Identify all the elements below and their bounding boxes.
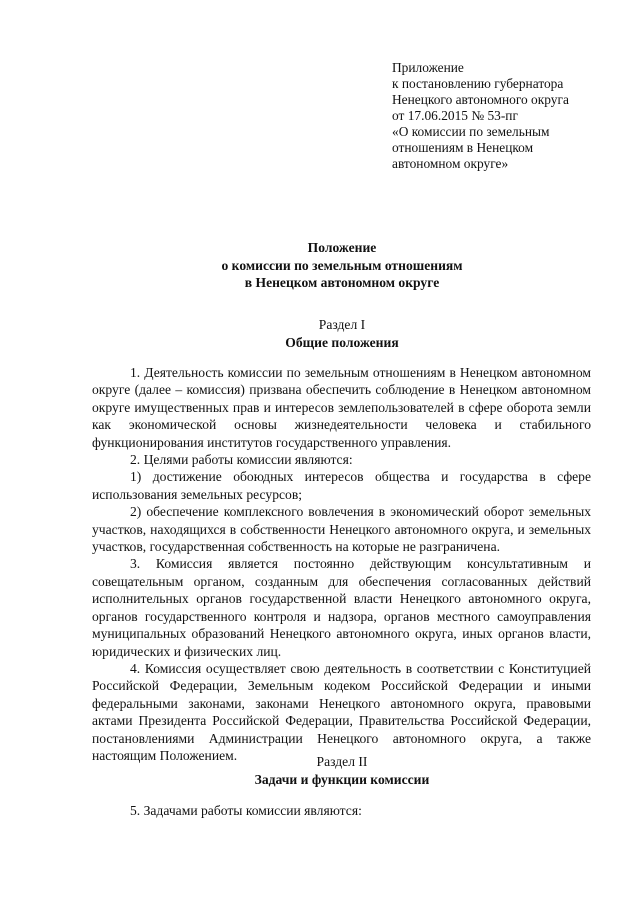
appendix-line: «О комиссии по земельным [392,124,550,139]
paragraph: 2. Целями работы комиссии являются: [130,452,353,468]
section-label: Раздел I [318,317,366,332]
title-line: о комиссии по земельным отношениям [221,257,463,273]
paragraph: 1) достижение обоюдных интересов общества и государства в сфере использования земельных ресурсов; [92,469,591,502]
paragraph: 4. Комиссия осуществляет свою деятельность в соответствии с Конституцией Российской Федерации, Земельным кодеком Российской Федерации и иными федеральными законами, законами Ненецкого автономного округа, правовыми актами Президента Российской Федерации, Правительства Российской Федерации, постановлениями Администрации Ненецкого автономного округа, а также настоящим Положением. [92,660,591,763]
paragraph: 5. Задачами работы комиссии являются: [130,803,362,818]
paragraph: 3. Комиссия является постоянно действующим консультативным и совещательным органом, созданным для обеспечения согласованных действий исполнительных органов государственной власти Ненецкого автономного округа, органов государственного контроля и надзора, органов местного самоуправления муниципальных образований Ненецкого автономного округа, иных органов власти, юридических и физических лиц. [92,556,591,659]
paragraph: 1. Деятельность комиссии по земельным отношениям в Ненецком автономном округе (далее – комиссия) призвана обеспечить соблюдение в Ненецком автономном округе имущественных прав и интересов землепользователей в сфере оборота земли как экономической основы жизнедеятельности человека и стабильного функционирования институтов государственного управления. [92,365,591,450]
appendix-line: Ненецкого автономного округа [392,92,569,107]
title-line: Положение [307,240,377,255]
title-line: в Ненецком автономном округе [244,275,440,290]
section-heading: Общие положения [285,334,399,350]
appendix-line: отношениям в Ненецком [392,140,534,155]
section-2-body [92,802,591,819]
appendix-line: Приложение [392,60,464,75]
section-heading: Задачи и функции комиссии [254,771,430,787]
section-1-header [92,316,592,351]
appendix-line: автономном округе» [392,156,509,171]
section-2-header [92,753,592,788]
appendix-line: к постановлению губернатора [392,76,564,91]
paragraph: 2) обеспечение комплексного вовлечения в экономический оборот земельных участков, находящихся в собственности Ненецкого автономного округа, и земельных участков, государственная собственность на которые не разграничена. [92,504,591,555]
appendix-line: от 17.06.2015 № 53-пг [392,108,518,123]
appendix-block [392,60,622,172]
section-1-body [92,364,591,764]
document-title [92,239,592,292]
section-label: Раздел II [316,754,368,769]
